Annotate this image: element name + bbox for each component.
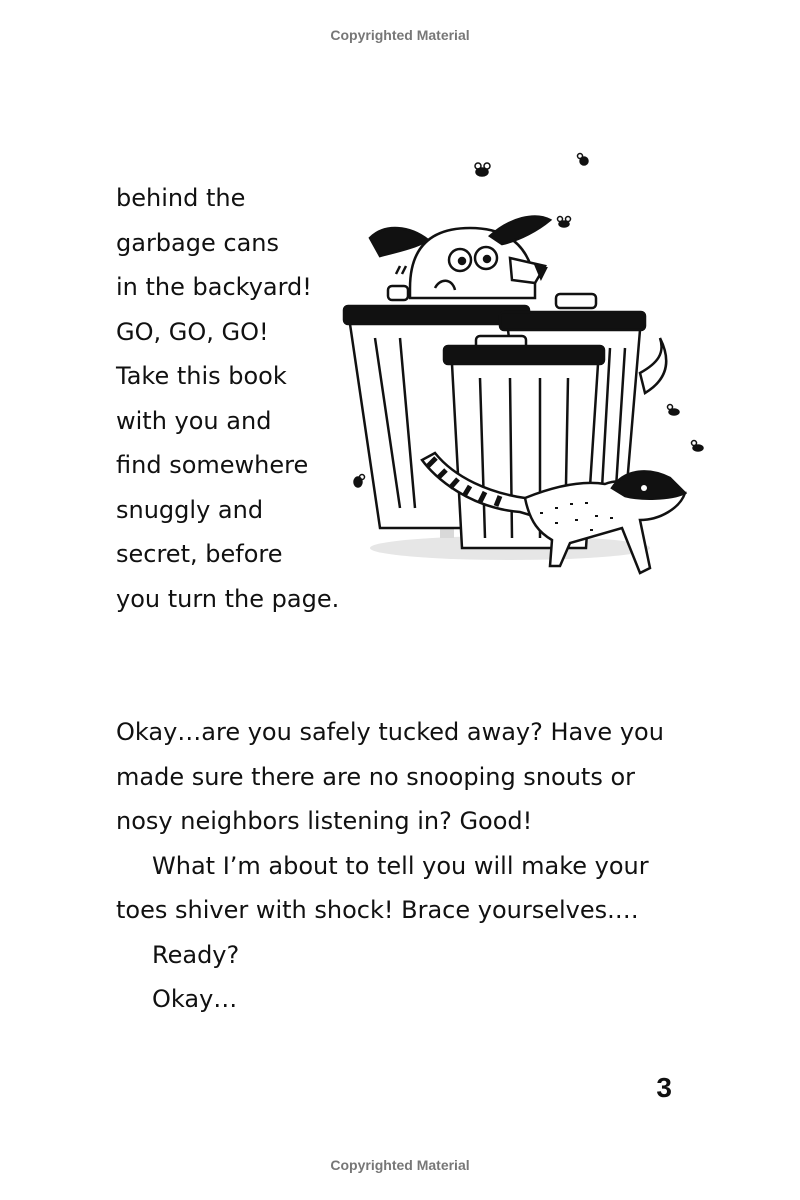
text-line: in the backyard!: [116, 273, 312, 301]
text-line: Take this book: [116, 362, 287, 390]
paragraph: What I’m about to tell you will make your toes shiver with shock! Brace yourselves.…: [116, 851, 649, 924]
text-line: garbage cans: [116, 228, 279, 257]
fly-icon: [668, 405, 680, 416]
fly-icon: [578, 154, 589, 166]
fly-icon: [475, 163, 490, 176]
text-line: GO, GO, GO!: [116, 317, 269, 346]
fly-icon: [692, 441, 704, 452]
garbage-cans-illustration: [340, 148, 720, 618]
fly-icon: [558, 217, 571, 228]
text-line: you turn the page.: [116, 584, 340, 613]
page-number: 3: [656, 1072, 672, 1103]
fly-icon: [354, 475, 365, 488]
text-line: behind the: [116, 184, 246, 212]
left-text-column: [116, 176, 366, 621]
watermark-bottom: Copyrighted Material: [330, 1157, 470, 1173]
paragraph: Okay…are you safely tucked away? Have you made sure there are no snooping snouts or nosy neighbors listening in? Good!: [116, 718, 664, 835]
dog-tail-icon: [640, 338, 666, 393]
watermark-top: Copyrighted Material: [330, 27, 470, 43]
body-text: [116, 710, 696, 1022]
text-line: find somewhere: [116, 451, 309, 479]
text-line: secret, before: [116, 540, 283, 568]
text-line: snuggly and: [116, 495, 264, 524]
paragraph: Ready?: [152, 940, 240, 969]
text-line: with you and: [116, 406, 272, 435]
paragraph: Okay…: [152, 985, 238, 1013]
